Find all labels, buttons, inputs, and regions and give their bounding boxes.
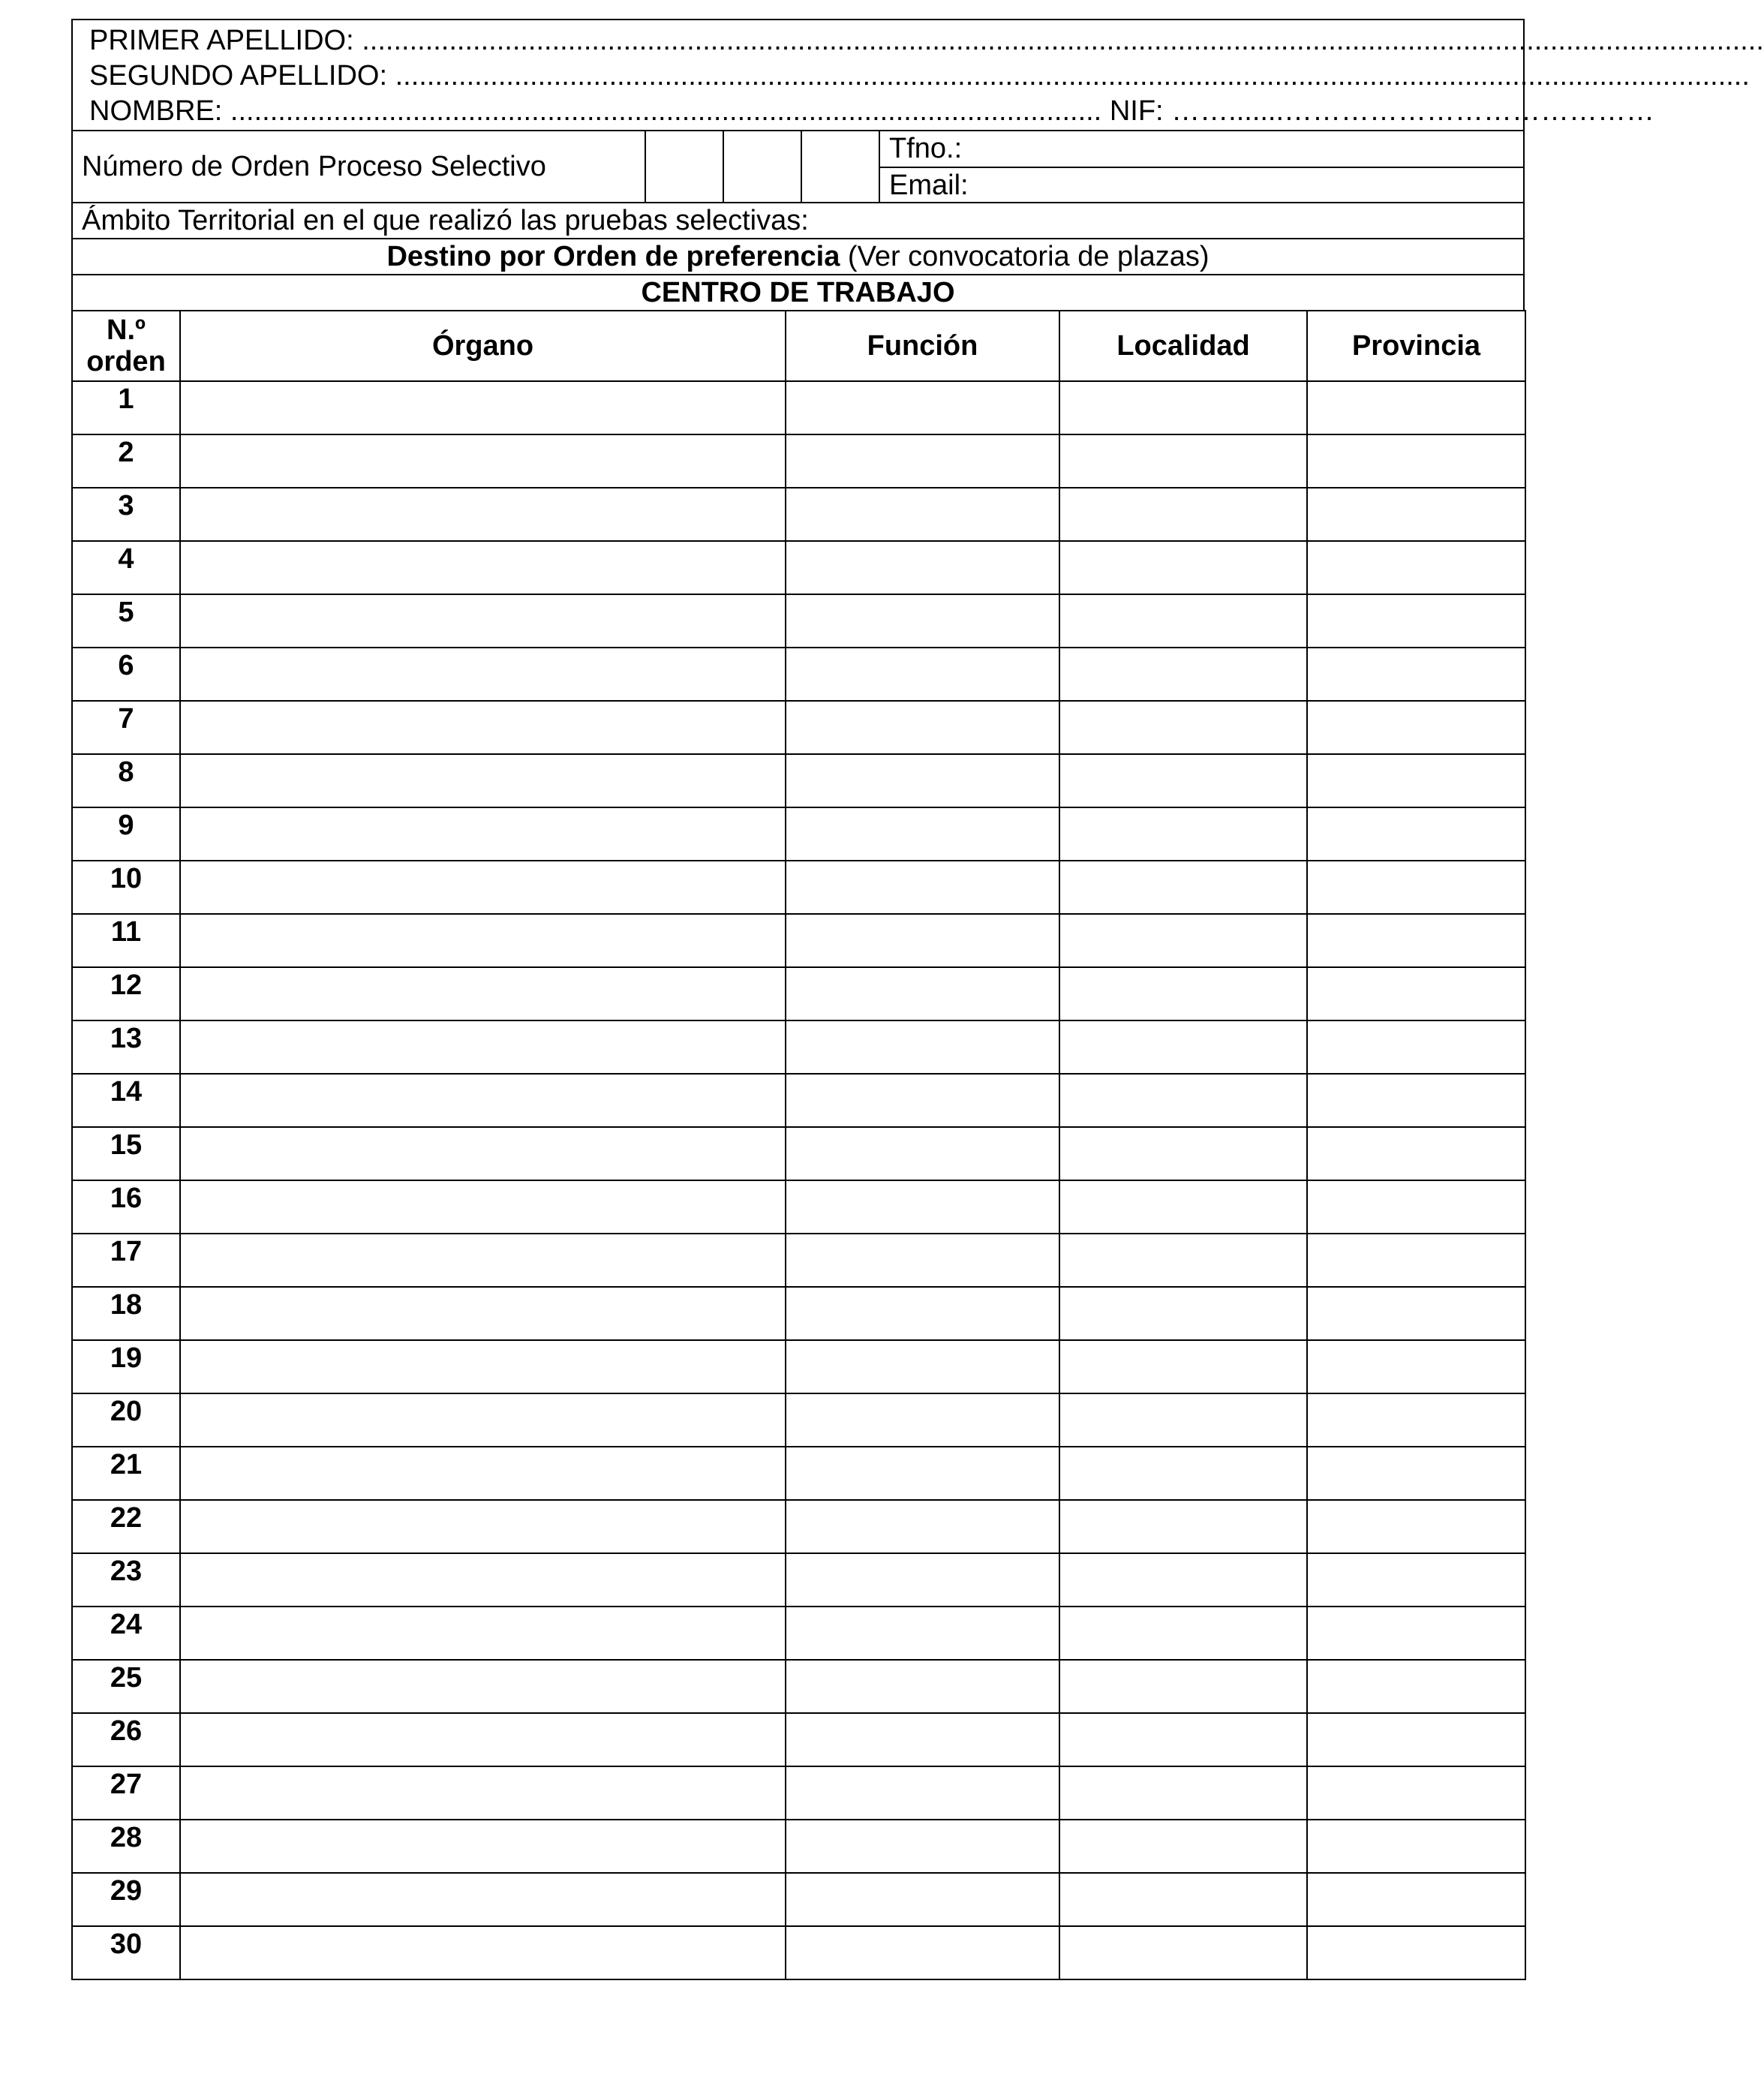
localidad-cell[interactable]	[1059, 1500, 1307, 1553]
localidad-cell[interactable]	[1059, 1180, 1307, 1234]
table-row	[72, 967, 1525, 1020]
localidad-cell[interactable]	[1059, 1447, 1307, 1500]
row-number: 21	[72, 1447, 180, 1500]
funcion-cell[interactable]	[786, 1500, 1059, 1553]
organo-cell[interactable]	[180, 1180, 786, 1234]
orden-digit-box[interactable]	[801, 131, 879, 202]
funcion-cell[interactable]	[786, 1127, 1059, 1180]
table-row	[72, 861, 1525, 914]
funcion-cell[interactable]	[786, 1926, 1059, 1979]
organo-cell[interactable]	[180, 1713, 786, 1766]
organo-cell[interactable]	[180, 1020, 786, 1074]
organo-cell[interactable]	[180, 594, 786, 648]
organo-cell[interactable]	[180, 1340, 786, 1393]
localidad-cell[interactable]	[1059, 967, 1307, 1020]
organo-cell[interactable]	[180, 914, 786, 967]
funcion-cell[interactable]	[786, 1340, 1059, 1393]
table-row	[72, 1447, 1525, 1500]
orden-digit-box[interactable]	[645, 131, 723, 202]
provincia-cell[interactable]	[1307, 1447, 1525, 1500]
table-row	[72, 434, 1525, 488]
centro-trabajo-heading: CENTRO DE TRABAJO	[71, 274, 1525, 310]
localidad-cell[interactable]	[1059, 1020, 1307, 1074]
localidad-cell[interactable]	[1059, 1873, 1307, 1926]
row-number: 15	[72, 1127, 180, 1180]
provincia-cell[interactable]	[1307, 1180, 1525, 1234]
funcion-cell[interactable]	[786, 1766, 1059, 1820]
orden-digit-box[interactable]	[723, 131, 801, 202]
table-row	[72, 381, 1525, 434]
destino-heading-note: (Ver convocatoria de plazas)	[840, 241, 1210, 272]
row-number: 8	[72, 754, 180, 807]
table-row	[72, 1234, 1525, 1287]
localidad-cell[interactable]	[1059, 541, 1307, 594]
funcion-cell[interactable]	[786, 754, 1059, 807]
segundo-apellido-line[interactable]: SEGUNDO APELLIDO: ...........................................................................................................................................................................	[89, 60, 1750, 92]
organo-cell[interactable]	[180, 1660, 786, 1713]
localidad-cell[interactable]	[1059, 1766, 1307, 1820]
funcion-cell[interactable]	[786, 488, 1059, 541]
funcion-cell[interactable]	[786, 1873, 1059, 1926]
table-row	[72, 1127, 1525, 1180]
provincia-cell[interactable]	[1307, 1873, 1525, 1926]
row-number: 26	[72, 1713, 180, 1766]
localidad-cell[interactable]	[1059, 1607, 1307, 1660]
destino-heading	[71, 238, 1525, 274]
organo-cell[interactable]	[180, 754, 786, 807]
row-number: 13	[72, 1020, 180, 1074]
row-number: 10	[72, 861, 180, 914]
organo-cell[interactable]	[180, 1873, 786, 1926]
localidad-cell[interactable]	[1059, 1660, 1307, 1713]
table-row	[72, 541, 1525, 594]
row-number: 19	[72, 1340, 180, 1393]
row-number: 2	[72, 434, 180, 488]
table-row	[72, 1820, 1525, 1873]
localidad-cell[interactable]	[1059, 1234, 1307, 1287]
row-number: 24	[72, 1607, 180, 1660]
row-number: 20	[72, 1393, 180, 1447]
provincia-cell[interactable]	[1307, 1713, 1525, 1766]
row-number: 11	[72, 914, 180, 967]
organo-cell[interactable]	[180, 488, 786, 541]
row-number: 28	[72, 1820, 180, 1873]
provincia-cell[interactable]	[1307, 967, 1525, 1020]
funcion-cell[interactable]	[786, 967, 1059, 1020]
funcion-cell[interactable]	[786, 1180, 1059, 1234]
row-number: 7	[72, 701, 180, 754]
organo-cell[interactable]	[180, 1127, 786, 1180]
funcion-cell[interactable]	[786, 807, 1059, 861]
nombre-field[interactable]: NOMBRE: ..............................................................................................................	[89, 95, 1102, 127]
provincia-cell[interactable]	[1307, 594, 1525, 648]
table-row	[72, 1873, 1525, 1926]
organo-cell[interactable]	[180, 1820, 786, 1873]
organo-cell[interactable]	[180, 1393, 786, 1447]
provincia-cell[interactable]	[1307, 488, 1525, 541]
row-number: 22	[72, 1500, 180, 1553]
header-funcion: Función	[786, 311, 1059, 381]
provincia-cell[interactable]	[1307, 1074, 1525, 1127]
funcion-cell[interactable]	[786, 1074, 1059, 1127]
localidad-cell[interactable]	[1059, 1713, 1307, 1766]
header-numero-line1: N.º	[107, 314, 146, 346]
row-number: 14	[72, 1074, 180, 1127]
funcion-cell[interactable]	[786, 594, 1059, 648]
funcion-cell[interactable]	[786, 381, 1059, 434]
funcion-cell[interactable]	[786, 1713, 1059, 1766]
organo-cell[interactable]	[180, 1553, 786, 1607]
row-number: 9	[72, 807, 180, 861]
table-row	[72, 488, 1525, 541]
row-number: 12	[72, 967, 180, 1020]
localidad-cell[interactable]	[1059, 648, 1307, 701]
ambito-territorial-field[interactable]: Ámbito Territorial en el que realizó las pruebas selectivas:	[71, 202, 1525, 238]
localidad-cell[interactable]	[1059, 861, 1307, 914]
provincia-cell[interactable]	[1307, 914, 1525, 967]
localidad-cell[interactable]	[1059, 594, 1307, 648]
provincia-cell[interactable]	[1307, 1553, 1525, 1607]
orden-label: Número de Orden Proceso Selectivo	[82, 150, 546, 182]
table-row	[72, 754, 1525, 807]
organo-cell[interactable]	[180, 648, 786, 701]
table-row	[72, 1926, 1525, 1979]
provincia-cell[interactable]	[1307, 1660, 1525, 1713]
row-number: 17	[72, 1234, 180, 1287]
table-row	[72, 1393, 1525, 1447]
header-numero-orden	[72, 311, 180, 381]
row-number: 1	[72, 381, 180, 434]
header-organo: Órgano	[180, 311, 786, 381]
orden-row	[71, 130, 1525, 202]
table-row	[72, 1766, 1525, 1820]
funcion-cell[interactable]	[786, 1553, 1059, 1607]
header-provincia: Provincia	[1307, 311, 1525, 381]
table-row	[72, 1713, 1525, 1766]
row-number: 23	[72, 1553, 180, 1607]
row-number: 5	[72, 594, 180, 648]
funcion-cell[interactable]	[786, 1020, 1059, 1074]
localidad-cell[interactable]	[1059, 1074, 1307, 1127]
table-row	[72, 1607, 1525, 1660]
organo-cell[interactable]	[180, 434, 786, 488]
primer-apellido-line[interactable]: PRIMER APELLIDO: .................................................................................................................................................................................	[89, 25, 1764, 56]
table-row	[72, 1340, 1525, 1393]
nif-field[interactable]: NIF: …….......…………………………………	[1109, 95, 1655, 127]
header-localidad: Localidad	[1059, 311, 1307, 381]
email-field[interactable]: Email:	[880, 167, 1523, 202]
tfno-field[interactable]: Tfno.:	[889, 133, 963, 164]
row-number: 18	[72, 1287, 180, 1340]
table-row	[72, 701, 1525, 754]
provincia-cell[interactable]	[1307, 754, 1525, 807]
row-number: 16	[72, 1180, 180, 1234]
provincia-cell[interactable]	[1307, 861, 1525, 914]
localidad-cell[interactable]	[1059, 807, 1307, 861]
table-row	[72, 648, 1525, 701]
provincia-cell[interactable]	[1307, 1766, 1525, 1820]
funcion-cell[interactable]	[786, 1287, 1059, 1340]
localidad-cell[interactable]	[1059, 1287, 1307, 1340]
nombre-nif-line	[89, 94, 1655, 129]
organo-cell[interactable]	[180, 1234, 786, 1287]
funcion-cell[interactable]	[786, 861, 1059, 914]
funcion-cell[interactable]	[786, 1393, 1059, 1447]
row-number: 6	[72, 648, 180, 701]
provincia-cell[interactable]	[1307, 1820, 1525, 1873]
funcion-cell[interactable]	[786, 648, 1059, 701]
destino-heading-bold: Destino por Orden de preferencia	[386, 241, 840, 272]
table-row	[72, 1553, 1525, 1607]
localidad-cell[interactable]	[1059, 1926, 1307, 1979]
funcion-cell[interactable]	[786, 1447, 1059, 1500]
funcion-cell[interactable]	[786, 701, 1059, 754]
row-number: 4	[72, 541, 180, 594]
contact-cells	[879, 131, 1523, 202]
table-header-row	[72, 311, 1525, 381]
localidad-cell[interactable]	[1059, 701, 1307, 754]
row-number: 27	[72, 1766, 180, 1820]
provincia-cell[interactable]	[1307, 1500, 1525, 1553]
provincia-cell[interactable]	[1307, 1127, 1525, 1180]
provincia-cell[interactable]	[1307, 541, 1525, 594]
provincia-cell[interactable]	[1307, 701, 1525, 754]
organo-cell[interactable]	[180, 701, 786, 754]
organo-cell[interactable]	[180, 1287, 786, 1340]
localidad-cell[interactable]	[1059, 1127, 1307, 1180]
provincia-cell[interactable]	[1307, 1020, 1525, 1074]
organo-cell[interactable]	[180, 1447, 786, 1500]
organo-cell[interactable]	[180, 381, 786, 434]
localidad-cell[interactable]	[1059, 754, 1307, 807]
funcion-cell[interactable]	[786, 1660, 1059, 1713]
provincia-cell[interactable]	[1307, 807, 1525, 861]
funcion-cell[interactable]	[786, 1820, 1059, 1873]
provincia-cell[interactable]	[1307, 1287, 1525, 1340]
funcion-cell[interactable]	[786, 434, 1059, 488]
organo-cell[interactable]	[180, 1607, 786, 1660]
personal-data-section	[71, 19, 1764, 130]
row-number: 3	[72, 488, 180, 541]
preference-table	[71, 310, 1526, 1980]
organo-cell[interactable]	[180, 861, 786, 914]
provincia-cell[interactable]	[1307, 1926, 1525, 1979]
table-row	[72, 594, 1525, 648]
funcion-cell[interactable]	[786, 914, 1059, 967]
localidad-cell[interactable]	[1059, 1340, 1307, 1393]
localidad-cell[interactable]	[1059, 488, 1307, 541]
localidad-cell[interactable]	[1059, 381, 1307, 434]
localidad-cell[interactable]	[1059, 1393, 1307, 1447]
row-number: 29	[72, 1873, 180, 1926]
organo-cell[interactable]	[180, 1074, 786, 1127]
localidad-cell[interactable]	[1059, 1820, 1307, 1873]
row-number: 25	[72, 1660, 180, 1713]
organo-cell[interactable]	[180, 1500, 786, 1553]
organo-cell[interactable]	[180, 1926, 786, 1979]
provincia-cell[interactable]	[1307, 1234, 1525, 1287]
row-number: 30	[72, 1926, 180, 1979]
provincia-cell[interactable]	[1307, 1393, 1525, 1447]
organo-cell[interactable]	[180, 807, 786, 861]
provincia-cell[interactable]	[1307, 381, 1525, 434]
table-row	[72, 914, 1525, 967]
organo-cell[interactable]	[180, 1766, 786, 1820]
localidad-cell[interactable]	[1059, 434, 1307, 488]
table-row	[72, 1287, 1525, 1340]
localidad-cell[interactable]	[1059, 914, 1307, 967]
funcion-cell[interactable]	[786, 1234, 1059, 1287]
provincia-cell[interactable]	[1307, 434, 1525, 488]
table-row	[72, 1020, 1525, 1074]
table-row	[72, 1074, 1525, 1127]
provincia-cell[interactable]	[1307, 648, 1525, 701]
table-row	[72, 1180, 1525, 1234]
preference-form	[71, 19, 1764, 1980]
table-row	[72, 807, 1525, 861]
organo-cell[interactable]	[180, 541, 786, 594]
funcion-cell[interactable]	[786, 1607, 1059, 1660]
table-row	[72, 1500, 1525, 1553]
provincia-cell[interactable]	[1307, 1340, 1525, 1393]
organo-cell[interactable]	[180, 967, 786, 1020]
header-numero-line2: orden	[86, 346, 166, 377]
table-row	[72, 1660, 1525, 1713]
provincia-cell[interactable]	[1307, 1607, 1525, 1660]
funcion-cell[interactable]	[786, 541, 1059, 594]
localidad-cell[interactable]	[1059, 1553, 1307, 1607]
